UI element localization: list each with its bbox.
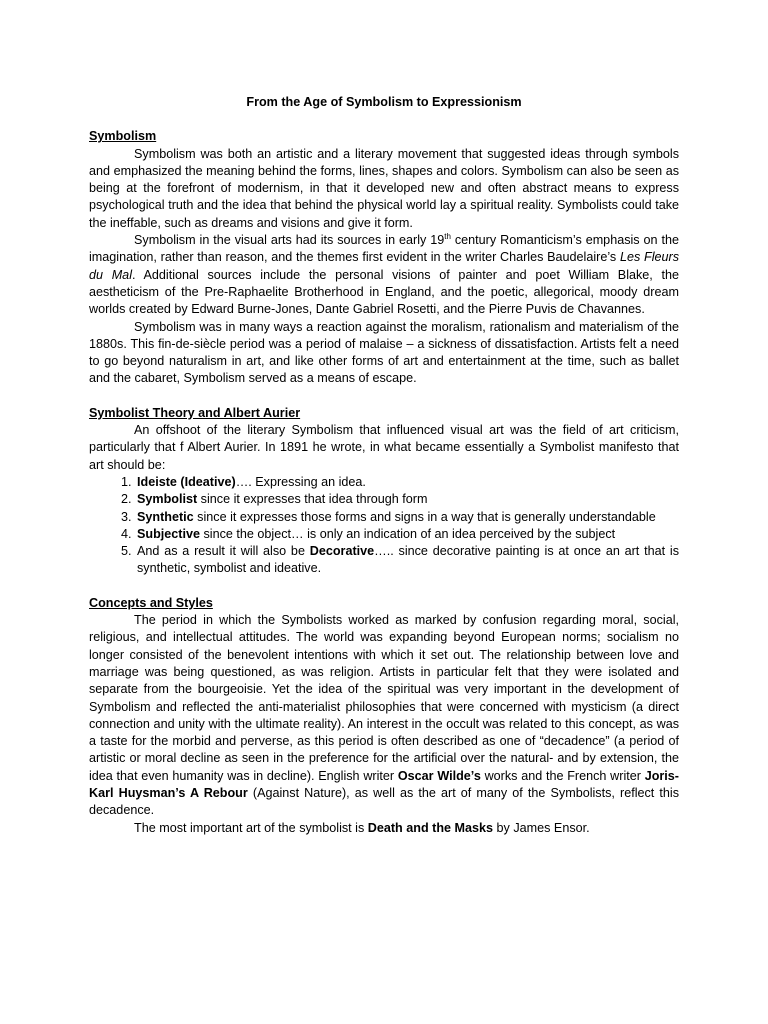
- paragraph: Symbolism was both an artistic and a literary movement that suggested ideas through symbols and emphasized the meaning behind the forms, lines, shapes and colors. Symbolism can also be seen as being at the forefront of modernism, in that it developed new and often abstract means to express psychological truth and the idea that behind the physical world lay a spiritual reality. Symbolists could take the ineffable, such as dreams and visions and give it form.: [89, 146, 679, 230]
- text-run: . Additional sources include the personal visions of painter and poet William Blake, the aestheticism of the Pre-Raphaelite Brotherhood in England, and the poetic, allegorical, moody dream worlds created by Edward Burne-Jones, Dante Gabriel Rosetti, and the Pierre Puvis de Chavannes.: [89, 267, 679, 317]
- text-run: century Romanticism’s emphasis on the imagination, rather than reason, and the themes first evident in the writer Charles Baudelaire’s: [89, 233, 679, 265]
- list-item: 4. Subjective since the object… is only an indication of an idea perceived by the subject: [135, 526, 679, 543]
- superscript: th: [444, 231, 451, 241]
- italic-title: Les Fleurs du Mal: [89, 250, 680, 282]
- list-item: 3. Synthetic since it expresses those forms and signs in a way that is generally understandable: [135, 509, 679, 526]
- paragraph: Symbolism was in many ways a reaction against the moralism, rationalism and materialism of the 1880s. This fin-de-siècle period was a period of malaise – a sickness of dissatisfaction. Artists felt a need to go beyond naturalism in art, and like other forms of art and entertainment at the time, such as ballet and the cabaret, Symbolism served as a means of escape.: [89, 319, 679, 386]
- paragraph: [89, 232, 679, 318]
- list-item: 5. And as a result it will also be Decorative….. since decorative painting is at once an art that is synthetic, symbolist and ideative.: [135, 543, 679, 578]
- numbered-list: [89, 474, 679, 578]
- document-page: [89, 94, 679, 837]
- section-heading-concepts-styles: Concepts and Styles: [89, 595, 213, 610]
- paragraph: The period in which the Symbolists worked as marked by confusion regarding moral, social, religious, and intellectual attitudes. The world was expanding beyond European norms; socialism no longer consisted of the benevolent intentions with which it set out. The relationship between love and marriage was being questioned, as was religion. Artists in particular felt that they were isolated and separate from the bourgeoisie. Yet the idea of the spiritual was very important in the development of Symbolism and reflected the anti-materialist philosophies that were concerned with mysticism (a direct connection and unity with the ultimate reality). An interest in the occult was related to this concept, as was a taste for the morbid and perverse, as this period is often described as one of “decadence” (a period of artistic or moral decline as seen in the preference for the artificial over the natural- and by extension, the idea that even humanity was in decline). English writer Oscar Wilde’s works and the French writer Joris-Karl Huysman’s A Rebour (Against Nature), as well as the art of many of the Symbolists, reflect this decadence.: [89, 613, 679, 818]
- document-title: From the Age of Symbolism to Expressionism: [246, 95, 522, 109]
- section-heading-symbolism: Symbolism: [89, 129, 157, 144]
- paragraph: The most important art of the symbolist is Death and the Masks by James Ensor.: [134, 820, 590, 835]
- text-run: Symbolism in the visual arts had its sources in early 19: [134, 233, 445, 248]
- paragraph: An offshoot of the literary Symbolism that influenced visual art was the field of art criticism, particularly that f Albert Aurier. In 1891 he wrote, in what became essentially a Symbolist manifesto that art should be:: [89, 423, 679, 472]
- list-item: 1. Ideiste (Ideative)…. Expressing an idea.: [135, 474, 679, 491]
- list-item: 2. Symbolist since it expresses that idea through form: [135, 491, 679, 508]
- section-heading-symbolist-theory: Symbolist Theory and Albert Aurier: [89, 405, 301, 420]
